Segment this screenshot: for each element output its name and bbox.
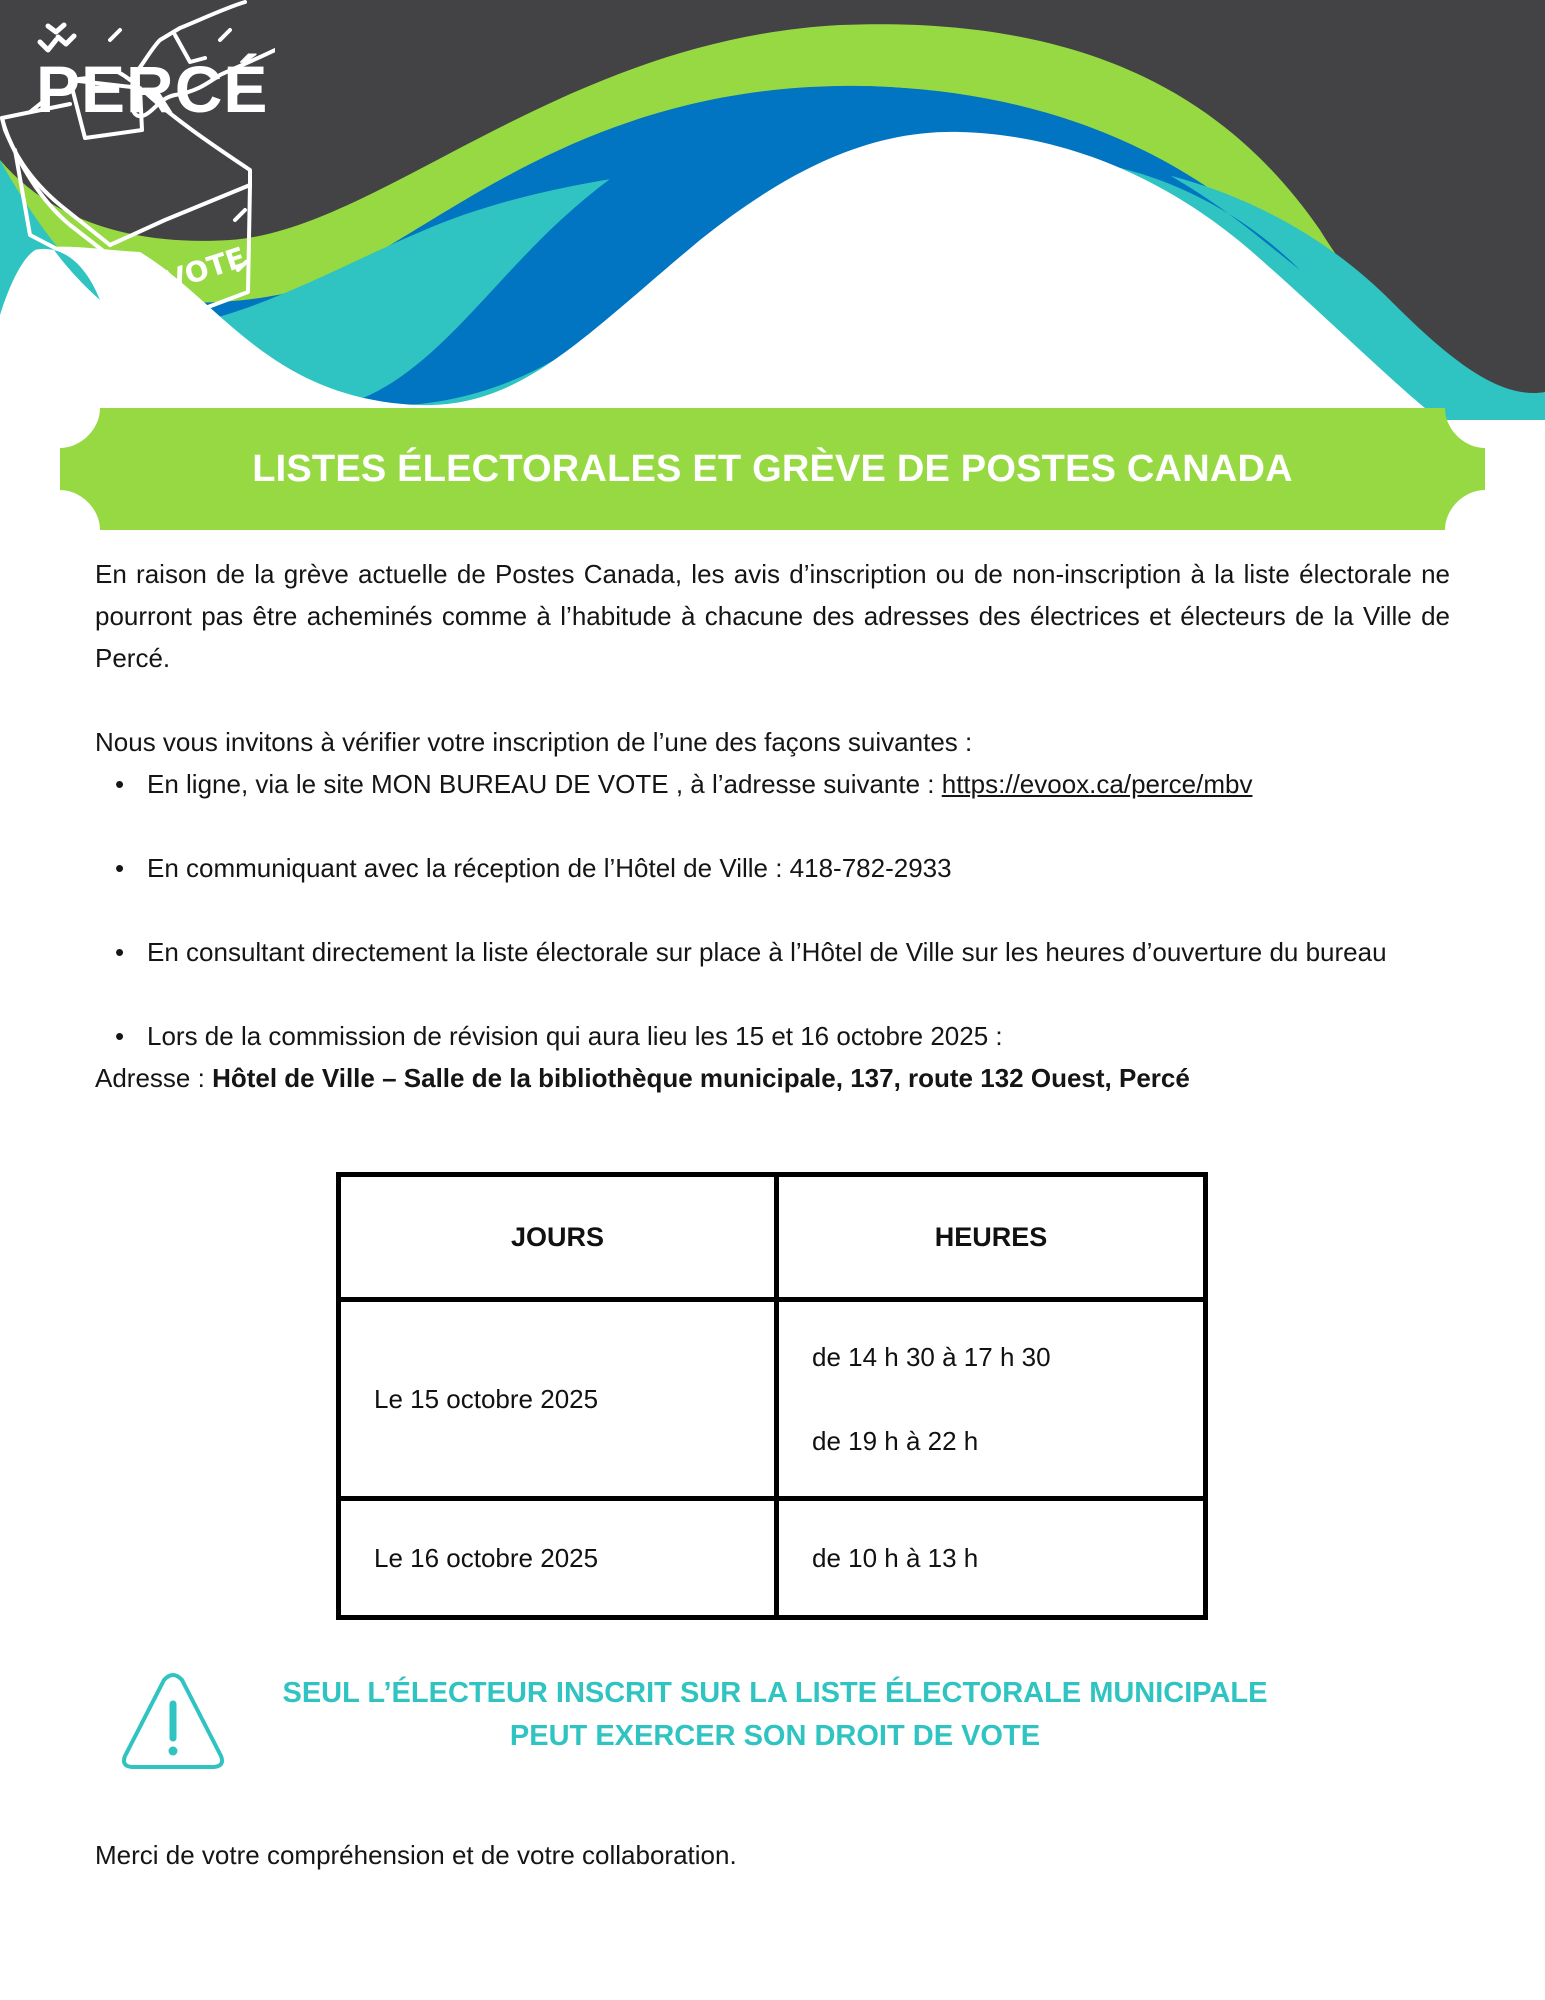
address	[95, 1057, 1450, 1099]
title-banner	[60, 408, 1485, 530]
logo-text: PERCÉ	[36, 52, 269, 126]
option-phone	[95, 847, 1450, 889]
main-content	[95, 553, 1450, 1099]
option-text: En communiquant avec la réception de l’Hôtel de Ville : 418-782-2933	[147, 853, 952, 883]
column-header-days: JOURS	[339, 1175, 777, 1300]
table-row	[339, 1499, 1206, 1618]
warning-line: SEUL L’ÉLECTEUR INSCRIT SUR LA LISTE ÉLECTORALE MUNICIPALE	[282, 1677, 1268, 1709]
options-list	[95, 763, 1450, 1057]
ballot-box-icon	[0, 0, 275, 340]
table-header-row	[339, 1175, 1206, 1300]
option-text: Lors de la commission de révision qui aura lieu les 15 et 16 octobre 2025 :	[147, 1021, 1003, 1051]
day-cell: Le 16 octobre 2025	[339, 1499, 777, 1618]
options-intro: Nous vous invitons à vérifier votre inscription de l’une des façons suivantes :	[95, 727, 973, 757]
column-header-hours: HEURES	[777, 1175, 1206, 1300]
warning-text	[250, 1672, 1300, 1758]
ballot-box-label: VOTE	[160, 240, 250, 298]
page-title: LISTES ÉLECTORALES ET GRÈVE DE POSTES CANADA	[252, 447, 1293, 490]
hours-slot: de 19 h à 22 h	[812, 1426, 979, 1456]
mbv-link[interactable]: https://evoox.ca/perce/mbv	[941, 769, 1253, 799]
bullet-icon: •	[115, 853, 125, 883]
closing-text: Merci de votre compréhension et de votre collaboration.	[95, 1840, 737, 1870]
day-cell: Le 15 octobre 2025	[339, 1300, 777, 1499]
hours-cell	[777, 1499, 1206, 1618]
option-revision	[95, 1015, 1450, 1057]
hours-cell	[777, 1300, 1206, 1499]
option-in-person	[95, 931, 1450, 973]
hours-slot: de 10 h à 13 h	[812, 1543, 979, 1573]
warning-line: PEUT EXERCER SON DROIT DE VOTE	[509, 1720, 1041, 1752]
schedule-table	[336, 1172, 1208, 1620]
table-row	[339, 1300, 1206, 1499]
bullet-icon: •	[115, 769, 125, 799]
bullet-icon: •	[115, 937, 125, 967]
address-label: Adresse :	[95, 1063, 213, 1093]
warning-icon	[120, 1672, 226, 1772]
warning-notice	[120, 1672, 1430, 1772]
option-text: En ligne, via le site MON BUREAU DE VOTE , à l’adresse suivante :	[147, 769, 942, 799]
intro-paragraph: En raison de la grève actuelle de Postes Canada, les avis d’inscription ou de non-inscription à la liste électorale ne pourront pas être acheminés comme à l’habitude à chacune des adresses des électrices et électeurs de la Ville de Percé.	[95, 559, 1450, 673]
address-value: Hôtel de Ville – Salle de la bibliothèque municipale, 137, route 132 Ouest, Percé	[212, 1063, 1190, 1093]
hours-slot: de 14 h 30 à 17 h 30	[812, 1342, 1051, 1372]
option-text: En consultant directement la liste électorale sur place à l’Hôtel de Ville sur les heures d’ouverture du bureau	[147, 937, 1387, 967]
header	[0, 0, 1545, 420]
option-online	[95, 763, 1450, 805]
bullet-icon: •	[115, 1021, 125, 1051]
